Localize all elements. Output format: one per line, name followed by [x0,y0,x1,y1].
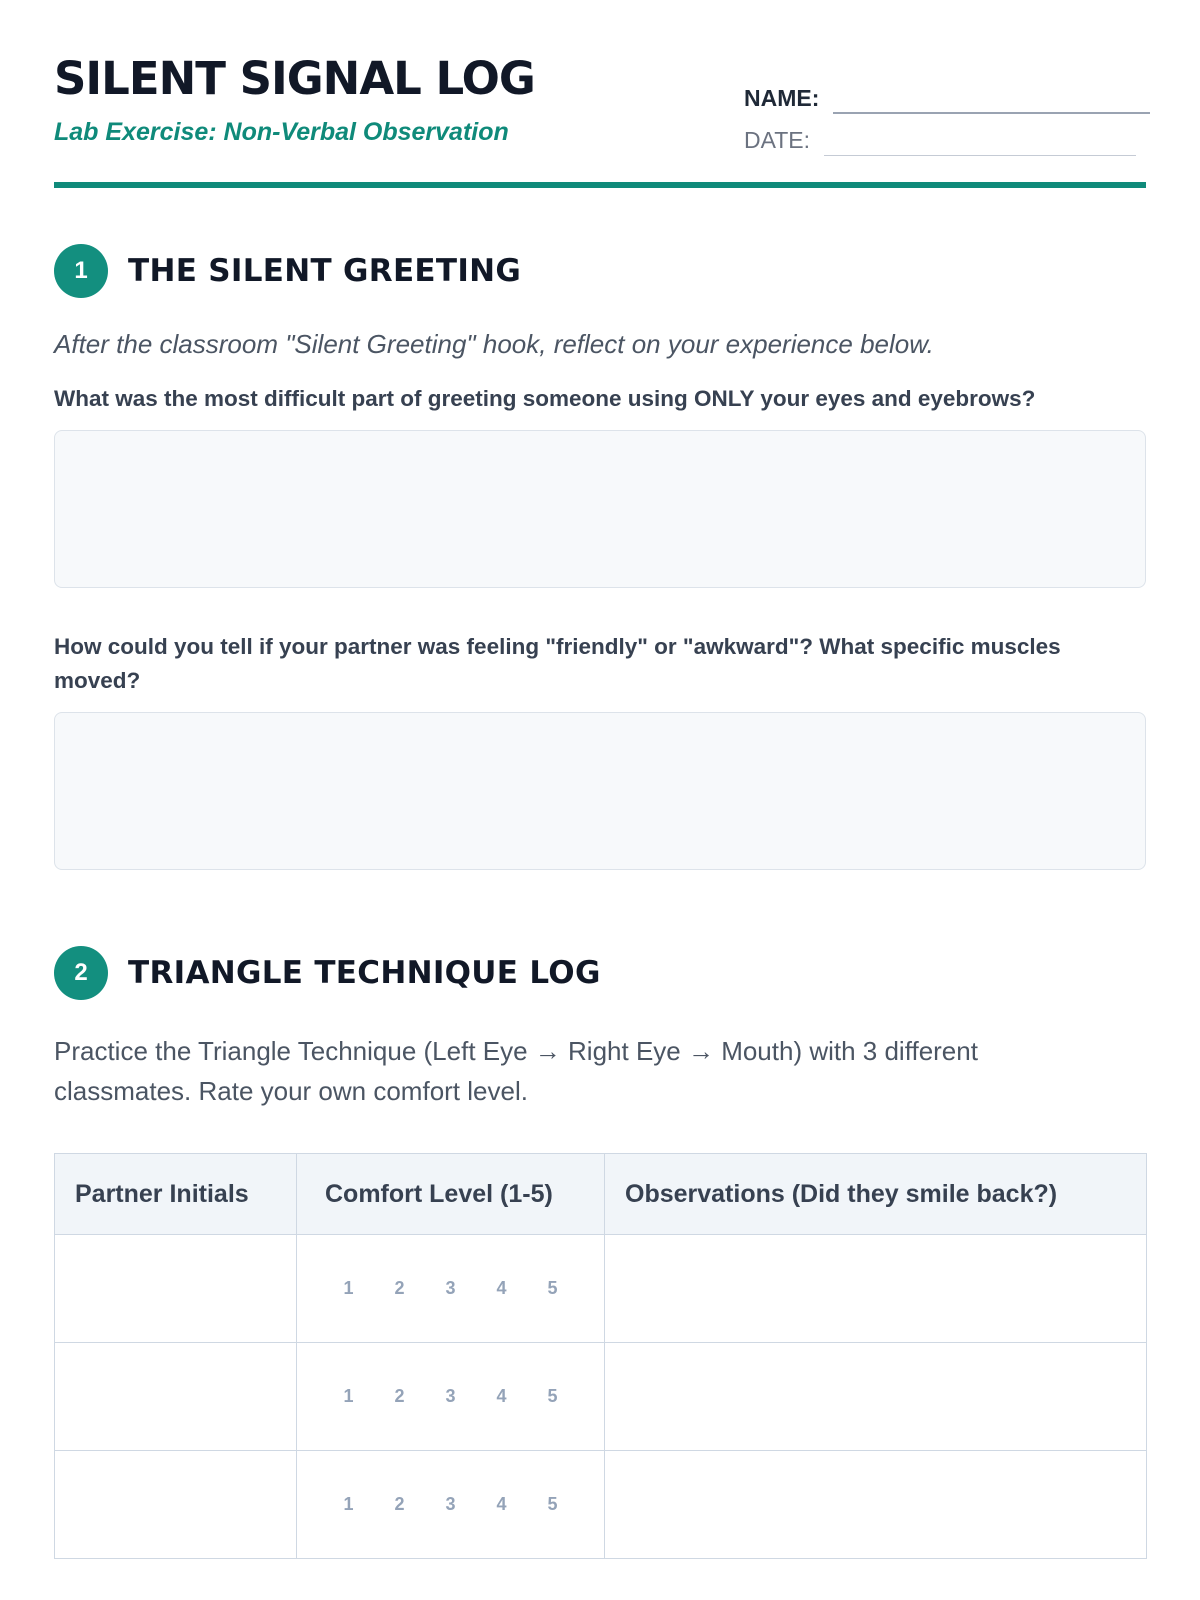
question-2: How could you tell if your partner was feeling "friendly" or "awkward"? What specific muscles moved? [54,634,1061,693]
table-row [55,1343,1147,1451]
worksheet-header [54,0,1146,188]
scale-option[interactable]: 3 [445,1494,456,1514]
scale-option[interactable]: 3 [445,1278,456,1298]
section-title: THE SILENT GREETING [128,253,522,289]
header-divider [54,182,1146,188]
date-field[interactable] [824,155,1136,156]
comfort-scale [298,1494,603,1515]
section-instructions: Practice the Triangle Technique (Left Eye → Right Eye → Mouth) with 3 different classmates. Rate your own comfort level. [54,1036,978,1106]
scale-option[interactable]: 4 [496,1494,507,1514]
header-partner-initials: Partner Initials [55,1154,297,1235]
section-triangle-technique [54,945,1146,1559]
page-title: SILENT SIGNAL LOG [54,52,535,105]
scale-option[interactable]: 2 [394,1278,405,1298]
table-row [55,1451,1147,1559]
section-heading [54,243,1146,299]
observations-cell[interactable] [605,1451,1147,1559]
section-number-badge: 1 [54,244,108,298]
date-row [744,122,1150,158]
section-title: TRIANGLE TECHNIQUE LOG [128,955,601,991]
scale-option[interactable]: 1 [343,1278,354,1298]
comfort-level-cell [297,1235,605,1343]
comfort-scale [298,1386,603,1407]
scale-option[interactable]: 4 [496,1386,507,1406]
scale-option[interactable]: 2 [394,1494,405,1514]
partner-initials-cell[interactable] [55,1235,297,1343]
answer-box-1[interactable] [54,430,1146,588]
header-observations: Observations (Did they smile back?) [605,1154,1147,1235]
partner-initials-cell[interactable] [55,1451,297,1559]
scale-option[interactable]: 1 [343,1494,354,1514]
comfort-level-cell [297,1451,605,1559]
comfort-scale [298,1278,603,1299]
answer-box-2[interactable] [54,712,1146,870]
section-number-badge: 2 [54,946,108,1000]
name-label: NAME: [744,85,820,111]
comfort-level-cell [297,1343,605,1451]
scale-option[interactable]: 5 [547,1278,558,1298]
partner-initials-cell[interactable] [55,1343,297,1451]
scale-option[interactable]: 1 [343,1386,354,1406]
section-silent-greeting [54,243,1146,870]
section-instructions: After the classroom "Silent Greeting" hook, reflect on your experience below. [54,329,934,359]
scale-option[interactable]: 5 [547,1494,558,1514]
name-row [744,80,1150,116]
table-header-row [55,1154,1147,1235]
scale-option[interactable]: 4 [496,1278,507,1298]
name-field[interactable] [833,112,1150,114]
scale-option[interactable]: 5 [547,1386,558,1406]
student-info [744,80,1150,164]
observations-cell[interactable] [605,1235,1147,1343]
date-label: DATE: [744,127,811,153]
question-1: What was the most difficult part of greeting someone using ONLY your eyes and eyebrows? [54,386,1036,411]
scale-option[interactable]: 2 [394,1386,405,1406]
scale-option[interactable]: 3 [445,1386,456,1406]
observations-cell[interactable] [605,1343,1147,1451]
page-subtitle: Lab Exercise: Non-Verbal Observation [54,118,509,146]
table-row [55,1235,1147,1343]
triangle-log-table [54,1153,1147,1559]
section-heading [54,945,1146,1001]
header-comfort-level: Comfort Level (1-5) [297,1154,605,1235]
